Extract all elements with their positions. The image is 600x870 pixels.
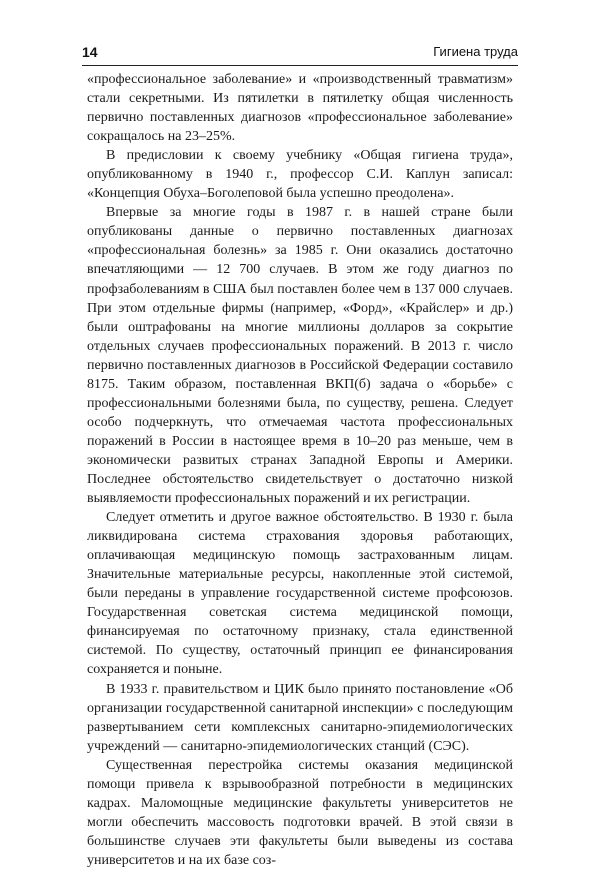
page-header — [82, 44, 518, 64]
paragraph-1933-inspection: В 1933 г. правительством и ЦИК было принято постановление «Об организации государственной санитарной инспекции» с последующим развертыванием сети комплексных санитарно-эпидемиологических учреждений — санитарно-эпидемиологических станций (СЭС). — [87, 681, 513, 754]
paragraph-medical-staff: Существенная перестройка системы оказания медицинской помощи привела к взрывообразной потребности в медицинских кадрах. Маломощные медицинские факультеты университетов не могли обеспечить массовость подготовки врачей. В этой связи в большинстве случаев эти факультеты были выведены из состава университетов и на их базе соз- — [87, 757, 513, 868]
page-number: 14 — [82, 44, 98, 60]
paragraph-preface-quote: В предисловии к своему учебнику «Общая гигиена труда», опубликованному в 1940 г., профессор С.И. Каплун записал: «Концепция Обуха–Боголеповой была успешно преодолена». — [87, 148, 513, 202]
paragraph-1987-statistics: Впервые за многие годы в 1987 г. в нашей стране были опубликованы данные о первично поставленных диагнозах «профессиональная болезнь» за 1985 г. Они оказались достаточно впечатляющими — 12 700 случаев. В этом же году диагноз по профзаболеваниям в США был поставлен более чем в 137 000 случаев. При этом отдельные фирмы (например, «Форд», «Крайслер» и др.) были оштрафованы на многие миллионы долларов за сокрытие отдельных случаев профессиональных поражений. В 2013 г. число первично поставленных диагнозов в Российской Федерации составило 8175. Таким образом, поставленная ВКП(б) задача о «борьбе» с профессиональными болезнями была, по существу, решена. Следует особо подчеркнуть, что отмечаемая частота профессиональных поражений в России в настоящее время в 10–20 раз меньше, чем в экономически развитых странах Западной Европы и Америки. Последнее обстоятельство свидетельствует о достаточно низкой выявляемости профессиональных поражений и их регистрации. — [87, 205, 513, 507]
paragraph-insurance-system: Следует отметить и другое важное обстоятельство. В 1930 г. была ликвидирована система страхования здоровья работающих, оплачивающая медицинскую помощь застрахованным лицам. Значительные материальные ресурсы, накопленные этой системой, были переданы в управление государственной системе профсоюзов. Государственная советская система медицинской помощи, финансируемая по остаточному признаку, стала единственной системой. По существу, остаточный принцип ее финансирования сохраняется и поныне. — [87, 510, 513, 678]
running-title: Гигиена труда — [433, 44, 518, 59]
header-rule — [82, 65, 518, 66]
paragraph-continuation: «профессиональное заболевание» и «производственный травматизм» стали секретными. Из пятилетки в пятилетку общая численность первично поставленных диагнозов «профессиональное заболевание» сокращалось на 23–25%. — [87, 72, 513, 145]
